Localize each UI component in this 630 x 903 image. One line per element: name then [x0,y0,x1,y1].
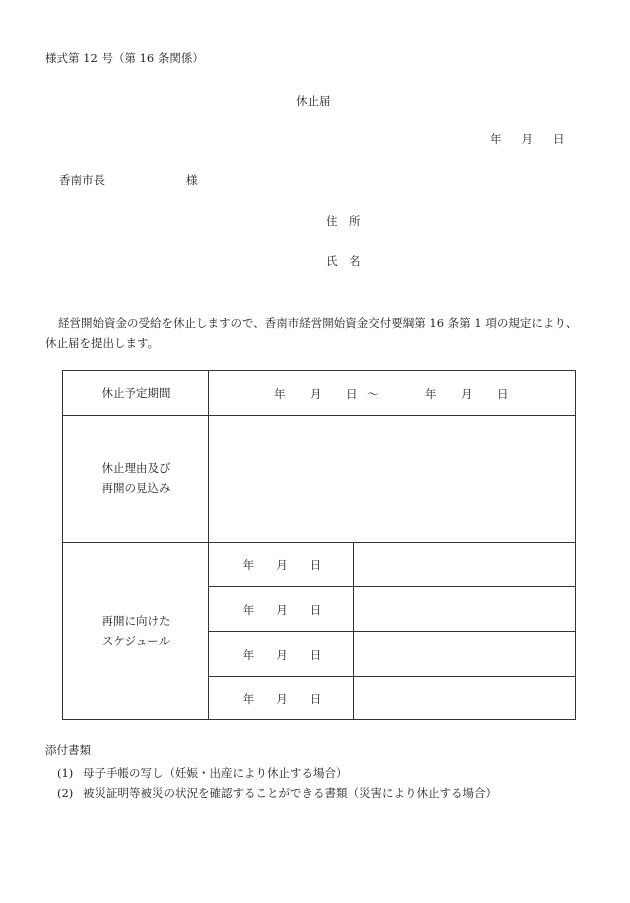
applicant-address-label: 住 所 [326,214,361,228]
reason-input-area[interactable] [209,416,575,541]
schedule-year: 年 [242,603,255,617]
schedule-label-line-1: 再開に向けた [101,614,171,628]
document-title: 休止届 [296,94,331,108]
attachment-text: 母子手帳の写し（妊娠・出産により休止する場合） [83,766,348,780]
schedule-month: 月 [276,603,288,617]
schedule-label-line-2: スケジュール [101,634,171,648]
period-to-month: 月 [461,387,473,401]
schedule-year: 年 [242,558,255,572]
schedule-detail-field[interactable] [354,632,575,676]
schedule-detail-field[interactable] [354,543,575,586]
submission-date [490,131,565,147]
addressee-name: 香南市長 [59,173,105,187]
body-line-1: 経営開始資金の受給を休止しますので、香南市経営開始資金交付要綱第 16 条第 1 項の規定により、 [58,316,578,330]
schedule-year: 年 [242,648,255,662]
period-to-day: 日 [497,387,509,401]
suspension-form-table [62,370,576,720]
attachment-number: (1) [57,766,74,780]
form-number: 様式第 12 号（第 16 条関係） [45,51,204,65]
addressee [59,172,198,188]
attachment-item [57,785,497,801]
attachment-number: (2) [57,786,74,800]
schedule-detail-field[interactable] [354,587,575,631]
period-from-day: 日 [346,387,358,401]
body-text [45,313,585,353]
attachment-text: 被災証明等被災の状況を確認することができる書類（災害により休止する場合） [83,786,497,800]
schedule-date [209,557,355,573]
schedule-month: 月 [276,692,288,706]
schedule-date [209,647,355,663]
schedule-date [209,691,355,707]
date-year: 年 [490,132,502,146]
schedule-day: 日 [309,648,322,662]
attachment-item [57,765,348,781]
schedule-detail-field[interactable] [354,677,575,719]
addressee-honorific: 様 [186,173,198,187]
period-to-year: 年 [425,387,437,401]
body-line-2: 休止届を提出します。 [45,336,160,350]
reason-label [63,458,209,498]
reason-label-line-2: 再開の見込み [101,481,171,495]
schedule-date [209,602,355,618]
period-tilde: ～ [367,387,379,401]
schedule-day: 日 [309,558,322,572]
schedule-day: 日 [309,692,322,706]
schedule-label [63,611,209,651]
applicant-name-label: 氏 名 [326,254,361,268]
reason-label-line-1: 休止理由及び [101,461,171,475]
date-day: 日 [553,132,565,146]
schedule-day: 日 [309,603,322,617]
attachments-title: 添付書類 [45,743,91,757]
period-from-year: 年 [274,387,286,401]
schedule-month: 月 [276,558,288,572]
period-from-month: 月 [310,387,322,401]
schedule-year: 年 [242,692,255,706]
period-label: 休止予定期間 [101,386,171,400]
schedule-month: 月 [276,648,288,662]
date-month: 月 [521,132,533,146]
